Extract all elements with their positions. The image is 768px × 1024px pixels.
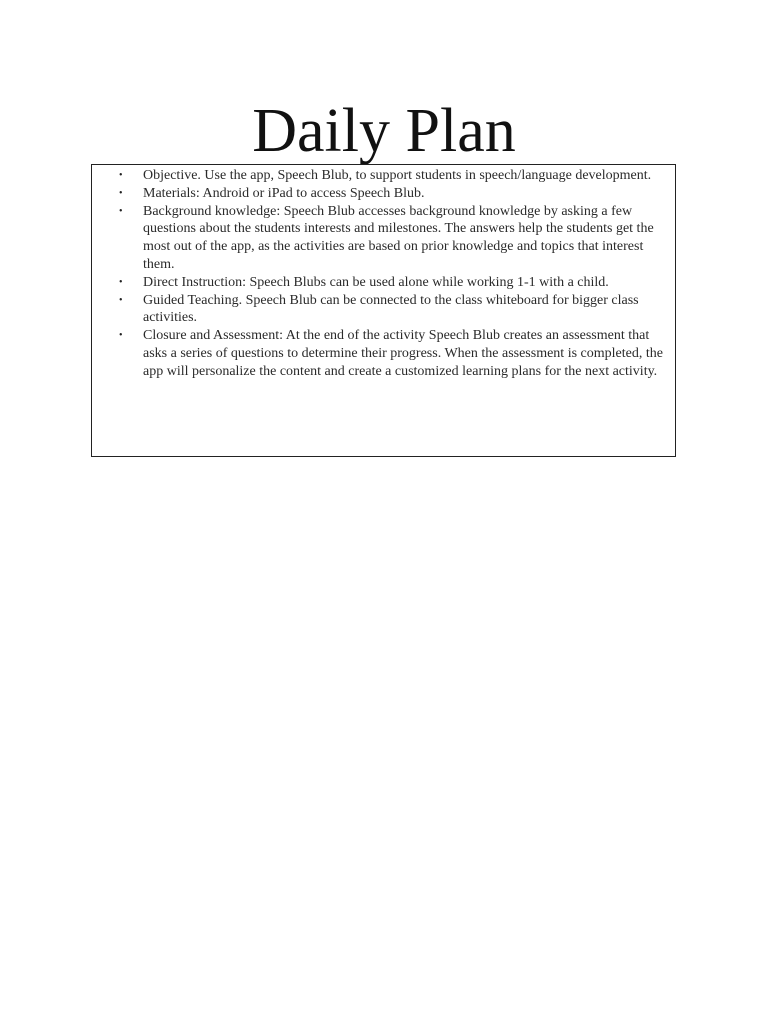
list-item-text: Materials: Android or iPad to access Speech Blub. [143, 185, 425, 201]
list-item-text: Guided Teaching. Speech Blub can be connected to the class whiteboard for bigger class activities. [143, 292, 639, 326]
list-item-background-knowledge [92, 203, 675, 274]
list-item-text: Background knowledge: Speech Blub accesses background knowledge by asking a few questions about the students interests and milestones. The answers help the students get the most out of the app, as the activities are based on prior knowledge and topics that interest them. [143, 203, 654, 272]
bullet-icon: • [119, 276, 123, 288]
bullet-icon: • [119, 294, 123, 306]
list-item-closure-assessment [92, 327, 675, 380]
bullet-icon: • [119, 187, 123, 199]
list-item-materials [92, 185, 675, 203]
list-item-text: Closure and Assessment: At the end of the activity Speech Blub creates an assessment that asks a series of questions to determine their progress. When the assessment is completed, the app will personalize the content and create a customized learning plans for the next activity. [143, 328, 663, 379]
bullet-icon: • [119, 170, 123, 181]
list-item-guided-teaching [92, 292, 675, 328]
page-title: Daily Plan [252, 97, 516, 165]
bullet-icon: • [119, 205, 123, 217]
list-item-objective [92, 167, 675, 185]
list-item-direct-instruction [92, 274, 675, 292]
bullet-icon: • [119, 330, 123, 342]
list-item-text: Direct Instruction: Speech Blubs can be used alone while working 1-1 with a child. [143, 274, 609, 290]
list-item-text: Objective. Use the app, Speech Blub, to support students in speech/language development. [143, 168, 652, 183]
plan-box [91, 164, 676, 457]
plan-list [92, 167, 675, 381]
